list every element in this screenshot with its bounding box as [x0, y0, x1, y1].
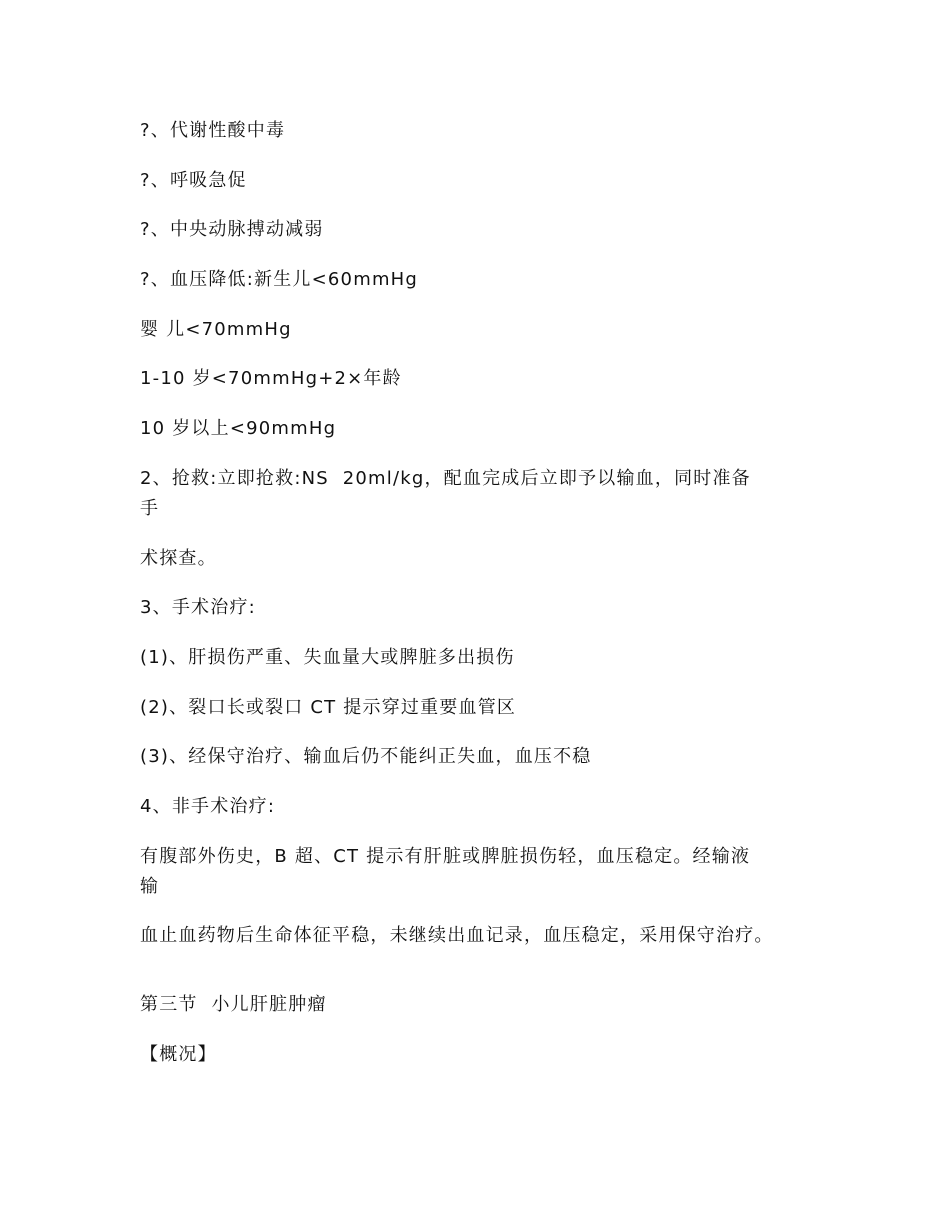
nonsurgery-line-1: 有腹部外伤史，B 超、CT 提示有肝脏或脾脏损伤轻，血压稳定。经输液 — [140, 845, 751, 867]
text-line: ?、中央动脉搏动减弱 — [140, 219, 324, 241]
rescue-line-3: 术探查。 — [140, 547, 217, 569]
text-line: ?、呼吸急促 — [140, 169, 247, 191]
rescue-line-2: 手 — [140, 497, 160, 519]
nonsurgery-line-2: 输 — [140, 875, 160, 897]
nonsurgery-line-3: 血止血药物后生命体征平稳，未继续出血记录，血压稳定，采用保守治疗。 — [140, 925, 774, 947]
surgery-heading: 3、手术治疗: — [140, 597, 256, 619]
text-line: ?、血压降低:新生儿<60mmHg — [140, 269, 419, 291]
text-line: 1-10 岁<70mmHg+2×年龄 — [140, 368, 402, 390]
nonsurgery-heading: 4、非手术治疗: — [140, 795, 276, 817]
surgery-item: (3)、经保守治疗、输血后仍不能纠正失血，血压不稳 — [140, 746, 592, 768]
text-line: 10 岁以上<90mmHg — [140, 418, 337, 440]
section-title: 第三节 小儿肝脏肿瘤 — [140, 994, 327, 1016]
rescue-line-1: 2、抢救:立即抢救:NS 20ml/kg，配血完成后立即予以输血，同时准备 — [140, 467, 751, 489]
text-line: 婴 儿<70mmHg — [140, 318, 292, 340]
document-body — [140, 116, 830, 1070]
surgery-item: (2)、裂口长或裂口 CT 提示穿过重要血管区 — [140, 696, 517, 718]
text-line: ?、代谢性酸中毒 — [140, 120, 286, 141]
subsection-title: 【概况】 — [140, 1044, 217, 1065]
surgery-item: (1)、肝损伤严重、失血量大或脾脏多出损伤 — [140, 646, 515, 668]
